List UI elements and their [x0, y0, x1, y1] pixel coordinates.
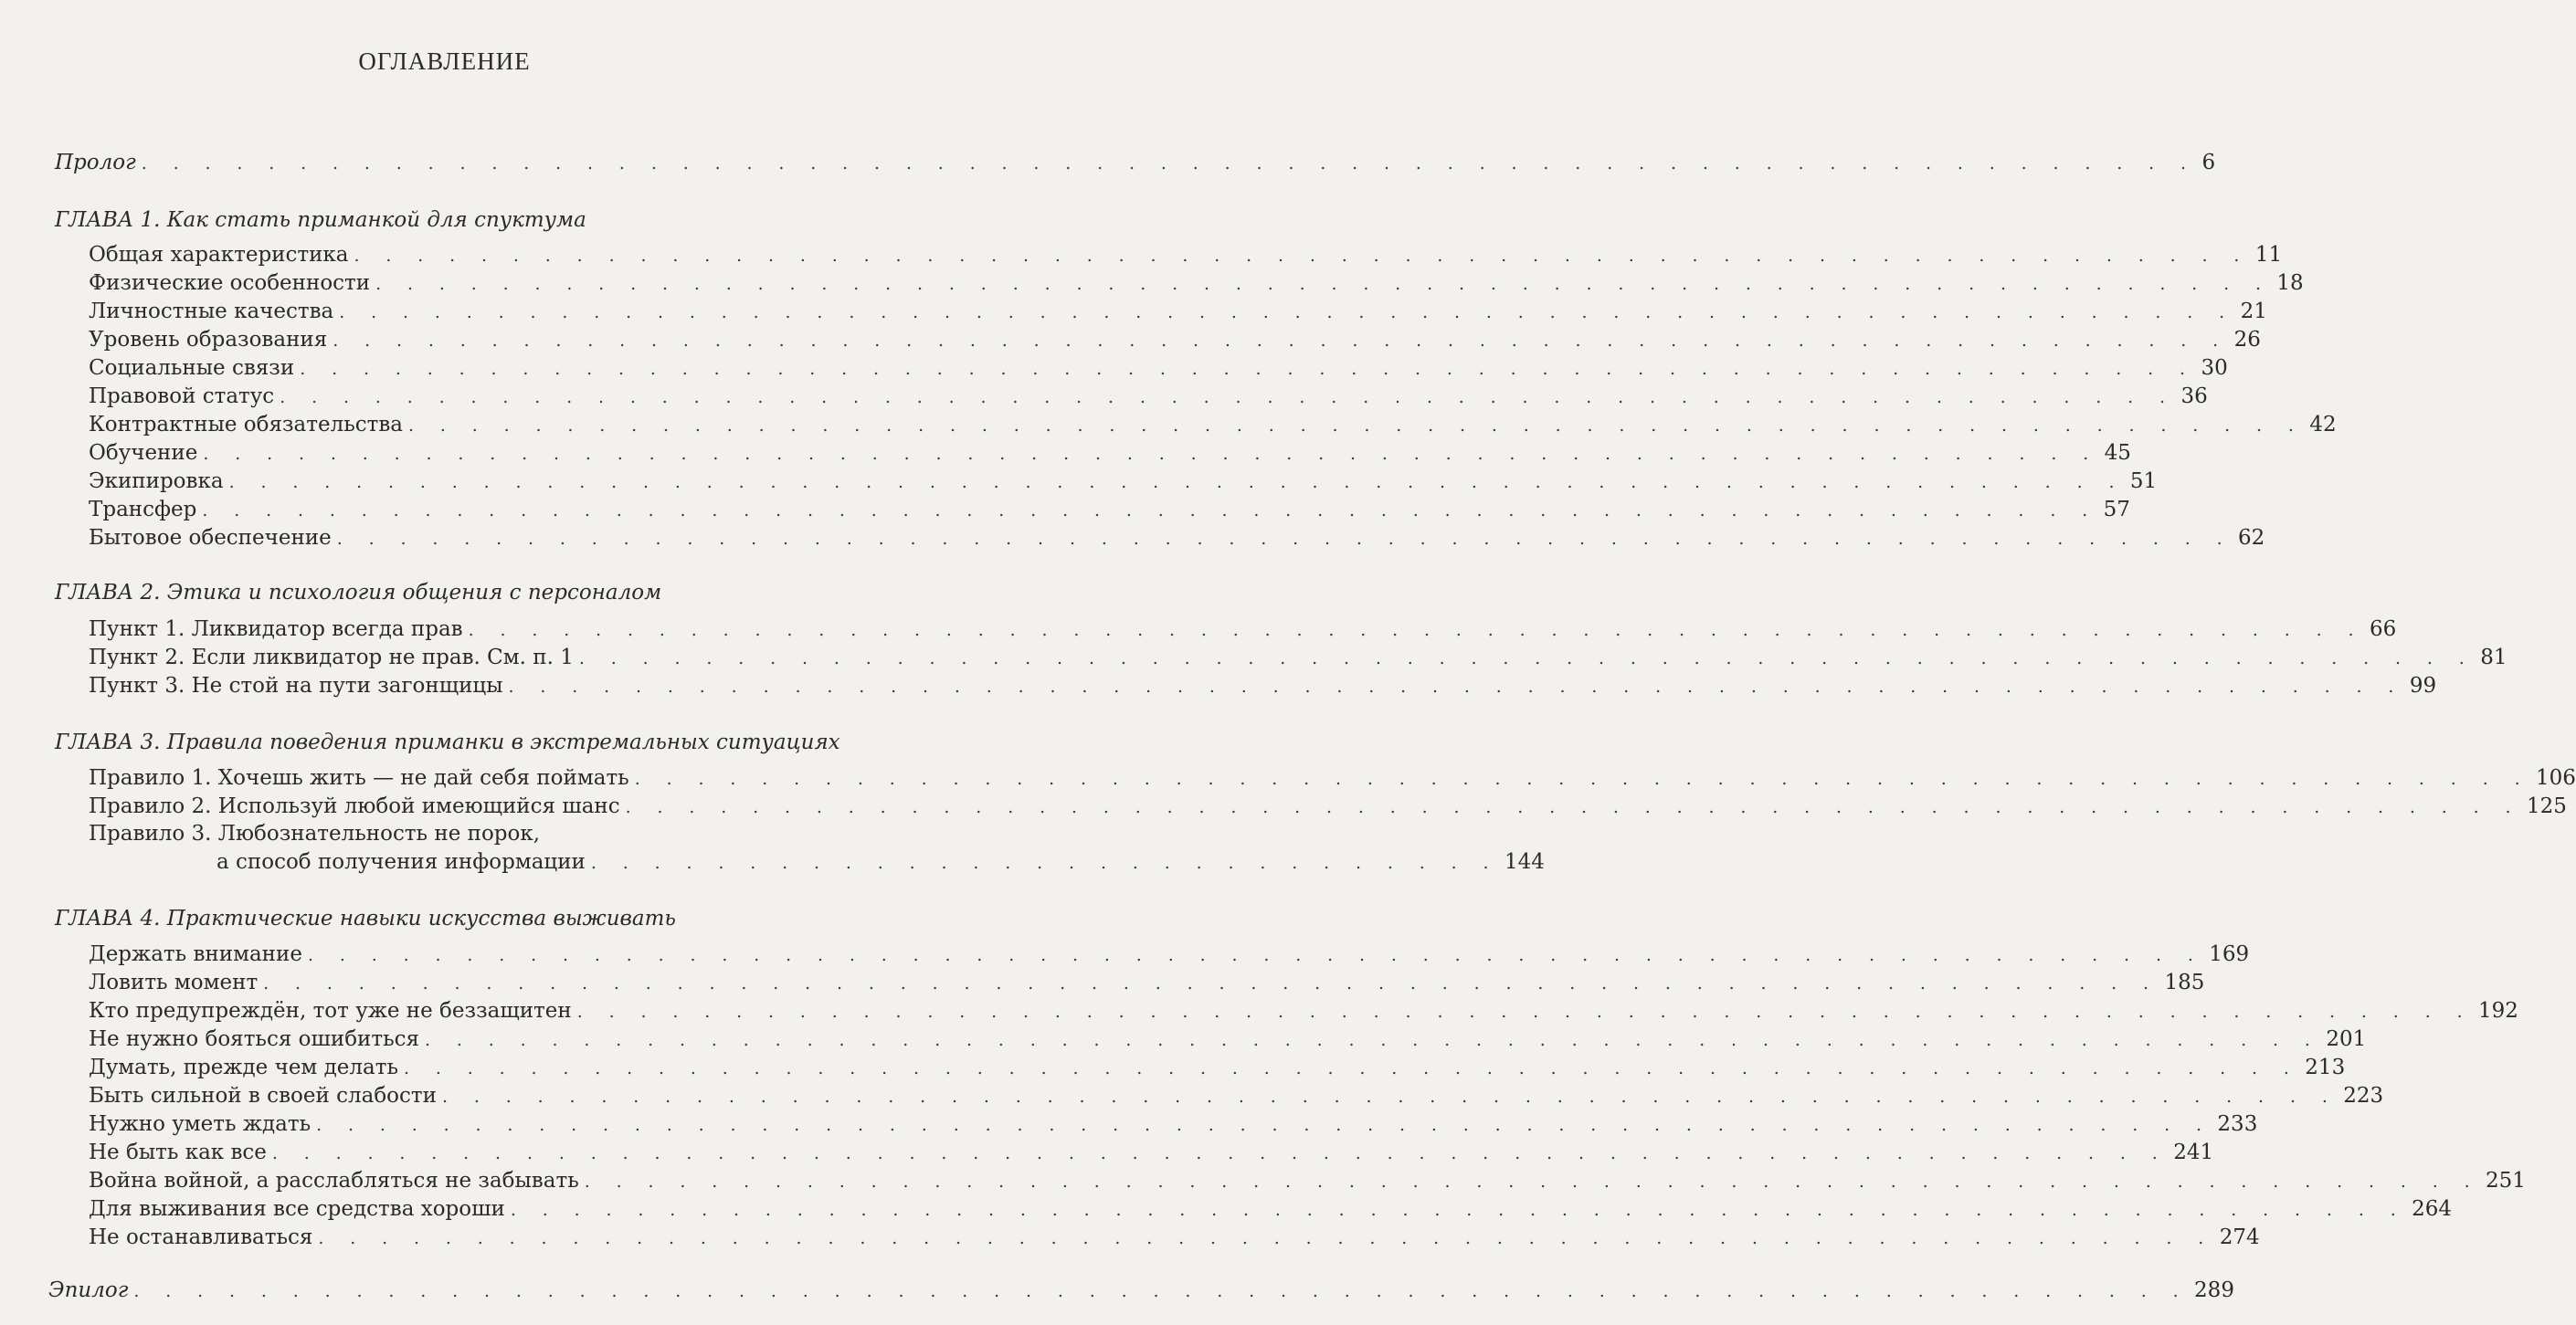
leader-dots: . . . . . . . . . . . . . . . . . . . . . . . . . . . . . . . . . . . . . . . . . . . . . . . . . . . . . . . . . . . . — [271, 1143, 2169, 1163]
entry-page: 106 — [2536, 766, 2576, 790]
toc-entry[interactable] — [216, 847, 1545, 877]
entry-page: 62 — [2238, 526, 2265, 550]
toc-entry[interactable] — [89, 1194, 2453, 1224]
toc-entry[interactable] — [89, 615, 2397, 644]
toc-entry[interactable] — [89, 1081, 2384, 1110]
entry-label: Обучение — [89, 441, 198, 465]
toc-entry[interactable] — [89, 268, 2304, 298]
entry-page: 233 — [2217, 1112, 2258, 1136]
toc-entry[interactable] — [89, 410, 2337, 439]
entry-page: 125 — [2526, 794, 2567, 818]
entry-page: 66 — [2369, 617, 2397, 641]
chapter-heading[interactable]: ГЛАВА 3. Правила поведения приманки в экстремальных ситуациях — [55, 731, 840, 754]
toc-entry[interactable] — [89, 643, 2507, 672]
entry-label: Правовой статус — [89, 384, 275, 408]
entry-label: Правило 1. Хочешь жить — не дай себя поймать — [89, 766, 629, 790]
entry-page: 81 — [2480, 646, 2507, 669]
toc-entry[interactable] — [89, 353, 2228, 383]
entry-page: 30 — [2201, 356, 2228, 380]
toc-entry[interactable] — [89, 1053, 2346, 1082]
entry-label: Пункт 3. Не стой на пути загонщицы — [89, 674, 503, 698]
entry-page: 185 — [2164, 971, 2205, 994]
entry-label: Уровень образования — [89, 328, 328, 352]
entry-page: 213 — [2305, 1056, 2346, 1079]
leader-dots: . . . . . . . . . . . . . . . . . . . . . . . . . . . . . . . . . . . . . . . . . . . . . . . . . . . . . . . . . . . . — [316, 1115, 2212, 1135]
entry-label: Личностные качества — [89, 300, 334, 323]
leader-dots: . . . . . . . . . . . . . . . . . . . . . . . . . . . . . . . . . . . . . . . . . . . . . . . . . . . . . . . . . . . . — [300, 359, 2196, 379]
entry-label: Думать, прежде чем делать — [89, 1056, 398, 1079]
leader-dots: . . . . . . . . . . . . . . . . . . . . . . . . . . . . . . . . . . . . . . . . . . . . . . . . . . . . . . . . . . . . — [280, 387, 2176, 407]
leader-dots: . . . . . . . . . . . . . . . . . . . . . . . . . . . . . . . . . . . . . . . . . . . . . . . . . . . . . . . . . . . . — [625, 797, 2521, 817]
leader-dots: . . . . . . . . . . . . . . . . . . . . . . . . . . . . . . . . . . . . . . . . . . . . . . . . . . . . . . . . . . . . — [228, 472, 2125, 492]
toc-entry[interactable] — [89, 968, 2205, 997]
toc-entry[interactable] — [89, 325, 2261, 354]
entry-label: Социальные связи — [89, 356, 295, 380]
toc-entry[interactable] — [89, 763, 2576, 793]
leader-dots: . . . . . . . . . . . . . . . . . . . . . . . . . . . . . . . . . . . . . . . . . . . . . . . . . . . . . . . . . . . . — [425, 1030, 2321, 1050]
entry-page: 45 — [2104, 441, 2131, 465]
toc-entry[interactable] — [89, 495, 2130, 524]
entry-label: Не нужно бояться ошибиться — [89, 1027, 420, 1051]
entry-page: 26 — [2233, 328, 2261, 352]
entry-label: Пункт 1. Ликвидатор всегда прав — [89, 617, 463, 641]
leader-dots: . . . . . . . . . . . . . . . . . . . . . . . . . . . . . . . . . . . . . . . . . . . . . . . . . . . . . . . . . . . . — [510, 1200, 2407, 1220]
entry-label: Трансфер — [89, 498, 197, 521]
entry-label: Война войной, а расслабляться не забывать — [89, 1169, 579, 1193]
entry-page: 6 — [2201, 151, 2216, 174]
entry-page: 99 — [2409, 674, 2437, 698]
entry-page: 223 — [2343, 1084, 2384, 1108]
leader-dots: . . . . . . . . . . . . . . . . . . . . . . . . . . . . . . . . . . . . . . . . . . . . . . . . . . . . . . . . . . . . — [307, 945, 2204, 965]
leader-dots: . . . . . . . . . . . . . . . . . . . . . . . . . . . . . . . . . . . . . . . . . . . . . . . . . . . . . . . . . . . . — [403, 1058, 2300, 1078]
entry-page: 274 — [2219, 1225, 2260, 1249]
entry-label: Бытовое обеспечение — [89, 526, 332, 550]
entry-label: Правило 2. Используй любой имеющийся шанс — [89, 794, 620, 818]
entry-label: а способ получения информации — [216, 850, 586, 874]
entry-page: 36 — [2180, 384, 2208, 408]
entry-page: 18 — [2276, 271, 2304, 295]
entry-label: Не останавливаться — [89, 1225, 313, 1249]
entry-page: 144 — [1504, 850, 1545, 874]
entry-page: 192 — [2478, 999, 2518, 1023]
entry-label: Держать внимание — [89, 942, 302, 966]
leader-dots: . . . . . . . . . . . . . . . . . . . . . . . . . . . . . . . . . . . . . . . . . . . . . . . . . . . . . . . . . . . . — [202, 500, 2098, 521]
leader-dots: . . . . . . . . . . . . . . . . . . . . . . . . . . . . . . . . . . . . . . . . . . . . . . . . . . . . . . . . . . . . — [634, 769, 2531, 789]
toc-entry[interactable] — [89, 523, 2265, 552]
toc-entry[interactable] — [89, 1138, 2214, 1167]
entry-page: 264 — [2412, 1197, 2453, 1221]
leader-dots: . . . . . . . . . . . . . . . . . . . . . . . . . . . . . . . . . . . . . . . . . . . . . . . . . . . . . . . . . . . . — [333, 331, 2229, 351]
leader-dots: . . . . . . . . . . . . . . . . . . . . . . . . . . . . . . . . . . . . . . . . . . . . . . . . . . . . . . . . . . . . — [576, 1002, 2474, 1022]
entry-page: 51 — [2129, 469, 2158, 493]
entry-page: 289 — [2194, 1278, 2234, 1302]
leader-dots: . . . . . . . . . . . . . . . . . . . . . . . . . . . . . . . . . . . . . . . . . . . . . . . . . . . . . . . . . . . . — [318, 1228, 2214, 1248]
leader-dots: . . . . . . . . . . . . . . . . . . . . . . . . . . . . . . . . . . . . . . . . . . . . . . . . . . . . . . . . . . . . — [263, 973, 2159, 994]
leader-dots: . . . . . . . . . . . . . . . . . . . . . . . . . . . . . . . . . . . . . . . . . . . . . . . . . . . . . . . . . . . . — [441, 1087, 2338, 1107]
entry-page: 42 — [2309, 413, 2337, 436]
entry-page: 57 — [2103, 498, 2130, 521]
toc-entry[interactable] — [89, 940, 2250, 969]
page-title: ОГЛАВЛЕНИЕ — [358, 47, 531, 75]
toc-entry[interactable] — [89, 792, 2567, 821]
leader-dots: . . . . . . . . . . . . . . . . . . . . . . . . . . . . . . . . . . . . . . . . . . . . . . . . . . . . . . . . . . . . — [408, 415, 2305, 436]
chapter-heading[interactable]: ГЛАВА 4. Практические навыки искусства выживать — [55, 907, 676, 931]
chapter-heading[interactable]: ГЛАВА 1. Как стать приманкой для спуктума — [55, 208, 586, 232]
entry-label[interactable]: Правило 3. Любознательность не порок, — [89, 822, 541, 846]
toc-entry-prologue[interactable] — [55, 148, 2216, 177]
toc-entry[interactable] — [89, 438, 2131, 468]
entry-label: Эпилог — [48, 1278, 129, 1302]
leader-dots: . . . . . . . . . . . . . . . . . . . . . . . . . . . . . . . . . . . . . . . . . . . . . . . . . . . . . . . . . . . . . . . . . — [133, 1281, 2190, 1301]
toc-entry[interactable] — [89, 240, 2283, 269]
leader-dots: . . . . . . . . . . . . . . . . . . . . . . . . . . . . . . . . . . . . . . . . . . . . . . . . . . . . . . . . . . . . — [375, 274, 2272, 294]
entry-label: Пролог — [55, 151, 136, 174]
leader-dots: . . . . . . . . . . . . . . . . . . . . . . . . . . . . . . . . . . . . . . . . . . . . . . . . . . . . . . . . . . . . — [336, 529, 2233, 549]
leader-dots: . . . . . . . . . . . . . . . . . . . . . . . . . . . . . . . . . . . . . . . . . . . . . . . . . . . . . . . . . . . . — [508, 677, 2404, 697]
leader-dots: . . . . . . . . . . . . . . . . . . . . . . . . . . . . . — [590, 853, 1499, 873]
chapter-heading[interactable]: ГЛАВА 2. Этика и психология общения с персоналом — [55, 581, 662, 605]
leader-dots: . . . . . . . . . . . . . . . . . . . . . . . . . . . . . . . . . . . . . . . . . . . . . . . . . . . . . . . . . . . . . . . . . — [141, 153, 2197, 174]
entry-page: 11 — [2254, 243, 2283, 267]
entry-page: 169 — [2209, 942, 2250, 966]
toc-entry[interactable] — [89, 297, 2267, 326]
toc-entry[interactable] — [89, 1166, 2526, 1195]
entry-label: Экипировка — [89, 469, 224, 493]
toc-entry[interactable] — [89, 467, 2158, 496]
entry-label: Нужно уметь ждать — [89, 1112, 311, 1136]
leader-dots: . . . . . . . . . . . . . . . . . . . . . . . . . . . . . . . . . . . . . . . . . . . . . . . . . . . . . . . . . . . . — [339, 302, 2235, 322]
entry-label: Для выживания все средства хороши — [89, 1197, 505, 1221]
toc-entry[interactable] — [89, 996, 2518, 1025]
toc-entry[interactable] — [89, 1025, 2367, 1054]
toc-entry[interactable] — [89, 1223, 2260, 1252]
entry-label: Физические особенности — [89, 271, 371, 295]
entry-page: 201 — [2326, 1027, 2367, 1051]
entry-label: Ловить момент — [89, 971, 259, 994]
toc-entry-epilogue[interactable] — [48, 1276, 2234, 1305]
entry-page: 241 — [2173, 1141, 2214, 1164]
leader-dots: . . . . . . . . . . . . . . . . . . . . . . . . . . . . . . . . . . . . . . . . . . . . . . . . . . . . . . . . . . . . — [578, 648, 2476, 668]
leader-dots: . . . . . . . . . . . . . . . . . . . . . . . . . . . . . . . . . . . . . . . . . . . . . . . . . . . . . . . . . . . . — [468, 620, 2364, 640]
toc-entry[interactable] — [89, 671, 2437, 700]
leader-dots: . . . . . . . . . . . . . . . . . . . . . . . . . . . . . . . . . . . . . . . . . . . . . . . . . . . . . . . . . . . . — [203, 444, 2099, 464]
entry-label: Кто предупреждён, тот уже не беззащитен — [89, 999, 572, 1023]
entry-label: Быть сильной в своей слабости — [89, 1084, 437, 1108]
entry-label: Контрактные обязательства — [89, 413, 403, 436]
entry-page: 251 — [2486, 1169, 2526, 1193]
entry-label: Общая характеристика — [89, 243, 349, 267]
leader-dots: . . . . . . . . . . . . . . . . . . . . . . . . . . . . . . . . . . . . . . . . . . . . . . . . . . . . . . . . . . . . — [354, 246, 2250, 266]
entry-label: Пункт 2. Если ликвидатор не прав. См. п. 1 — [89, 646, 574, 669]
toc-entry[interactable] — [89, 382, 2208, 411]
entry-label: Не быть как все — [89, 1141, 267, 1164]
leader-dots: . . . . . . . . . . . . . . . . . . . . . . . . . . . . . . . . . . . . . . . . . . . . . . . . . . . . . . . . . . . . — [584, 1172, 2481, 1192]
entry-page: 21 — [2240, 300, 2267, 323]
toc-entry[interactable] — [89, 1109, 2258, 1139]
